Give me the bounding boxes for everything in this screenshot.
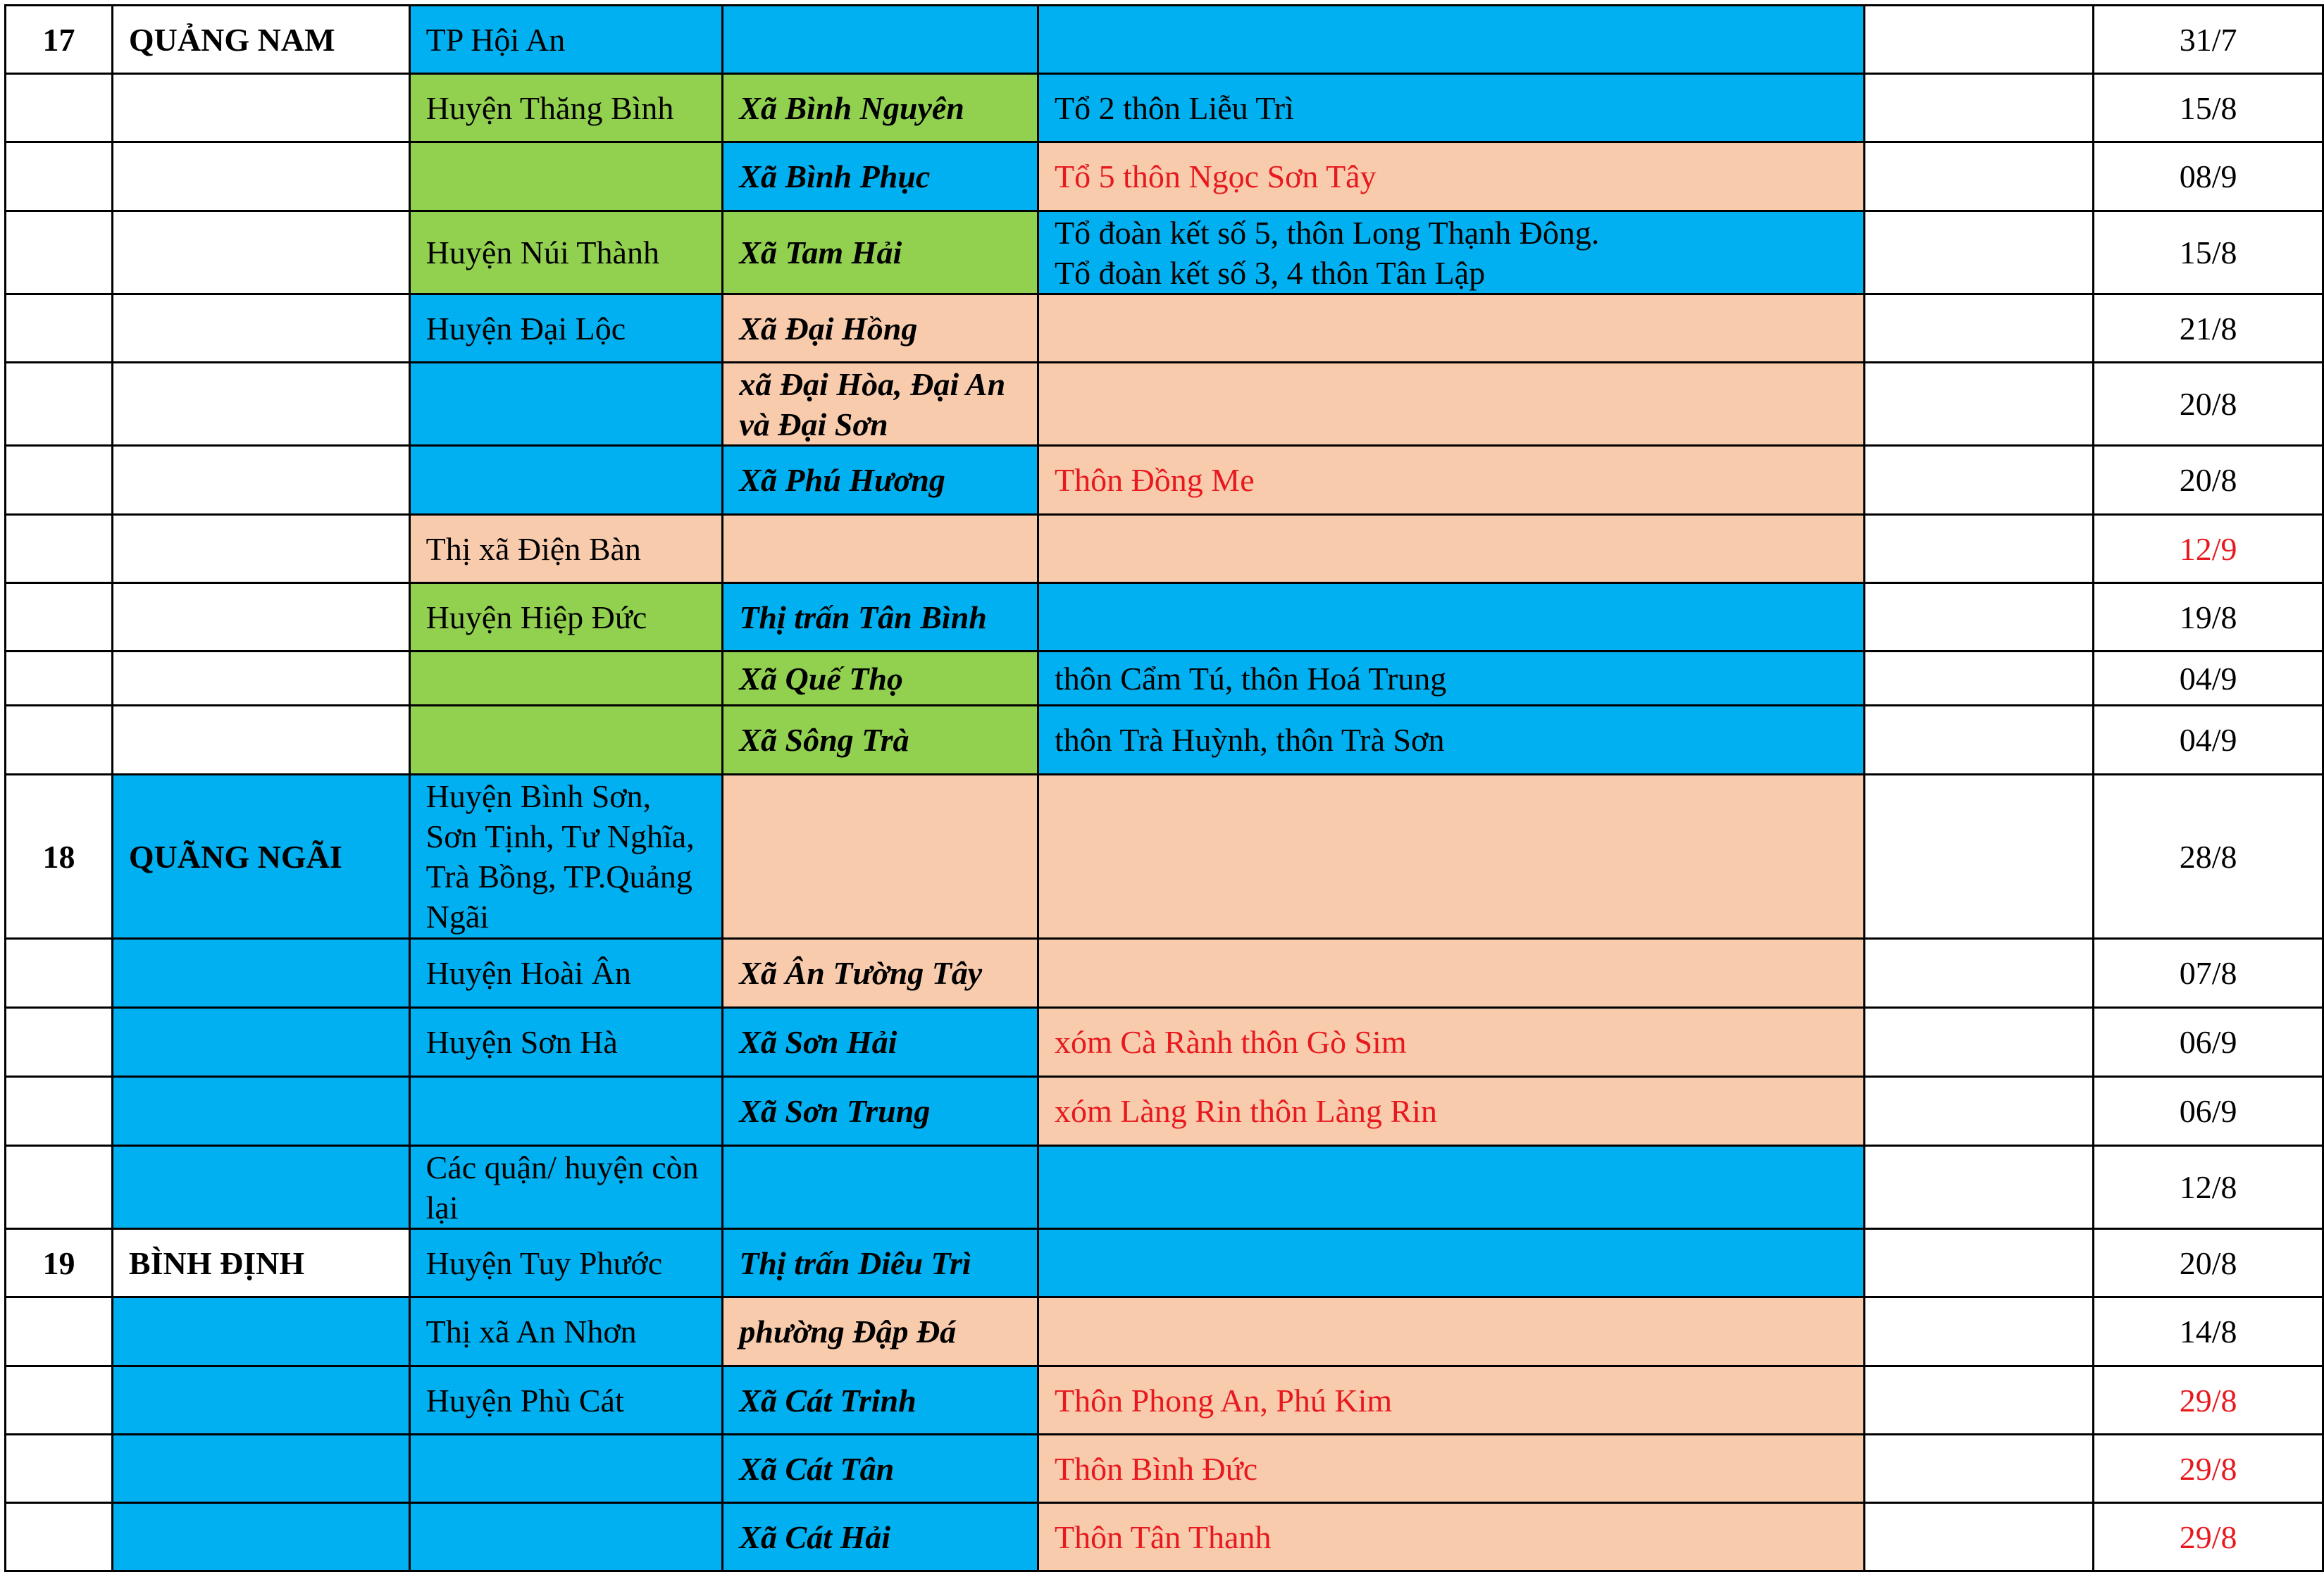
- blank-cell: [1864, 6, 2094, 74]
- area-cell: [1038, 583, 1864, 652]
- district-cell: TP Hội An: [409, 6, 723, 74]
- province-cell: [112, 652, 409, 706]
- row-number-cell: [6, 446, 113, 515]
- date-cell: 31/7: [2094, 6, 2323, 74]
- ward-cell: [723, 515, 1038, 583]
- blank-cell: [1864, 706, 2094, 775]
- date-cell: 29/8: [2094, 1366, 2323, 1435]
- province-cell: [112, 706, 409, 775]
- date-cell: 29/8: [2094, 1503, 2323, 1571]
- date-cell: 08/9: [2094, 142, 2323, 211]
- date-cell: 20/8: [2094, 446, 2323, 515]
- blank-cell: [1864, 1435, 2094, 1503]
- district-cell: Huyện Phù Cát: [409, 1366, 723, 1435]
- ward-cell: Xã Đại Hồng: [723, 294, 1038, 363]
- ward-cell: Thị trấn Diêu Trì: [723, 1229, 1038, 1297]
- area-cell: [1038, 1146, 1864, 1229]
- area-cell: thôn Trà Huỳnh, thôn Trà Sơn: [1038, 706, 1864, 775]
- table-row: [6, 1229, 2323, 1297]
- row-number-cell: 19: [6, 1229, 113, 1297]
- district-cell: Thị xã An Nhơn: [409, 1297, 723, 1366]
- area-cell: [1038, 6, 1864, 74]
- district-cell: [409, 1077, 723, 1146]
- district-cell: Huyện Tuy Phước: [409, 1229, 723, 1297]
- table-row: [6, 1503, 2323, 1571]
- blank-cell: [1864, 363, 2094, 446]
- area-cell: Thôn Phong An, Phú Kim: [1038, 1366, 1864, 1435]
- province-cell: [112, 363, 409, 446]
- row-number-cell: [6, 294, 113, 363]
- date-cell: 19/8: [2094, 583, 2323, 652]
- row-number-cell: [6, 515, 113, 583]
- table-row: [6, 1297, 2323, 1366]
- row-number-cell: 17: [6, 6, 113, 74]
- district-cell: Huyện Thăng Bình: [409, 74, 723, 142]
- ward-cell: Xã Cát Tân: [723, 1435, 1038, 1503]
- table-row: [6, 446, 2323, 515]
- ward-cell: [723, 775, 1038, 939]
- blank-cell: [1864, 583, 2094, 652]
- blank-cell: [1864, 294, 2094, 363]
- province-cell: [112, 74, 409, 142]
- province-cell: [112, 939, 409, 1008]
- province-cell: [112, 446, 409, 515]
- district-cell: [409, 706, 723, 775]
- row-number-cell: [6, 1008, 113, 1077]
- area-cell: [1038, 1229, 1864, 1297]
- area-cell: [1038, 939, 1864, 1008]
- row-number-cell: [6, 1146, 113, 1229]
- date-cell: 04/9: [2094, 652, 2323, 706]
- row-number-cell: [6, 706, 113, 775]
- province-cell: QUẢNG NAM: [112, 6, 409, 74]
- province-cell: [112, 583, 409, 652]
- row-number-cell: [6, 1297, 113, 1366]
- table-row: [6, 142, 2323, 211]
- province-cell: [112, 294, 409, 363]
- date-cell: 28/8: [2094, 775, 2323, 939]
- table-row: [6, 583, 2323, 652]
- area-cell: Tổ đoàn kết số 5, thôn Long Thạnh Đông. Tổ đoàn kết số 3, 4 thôn Tân Lập: [1038, 211, 1864, 294]
- district-cell: Huyện Sơn Hà: [409, 1008, 723, 1077]
- province-cell: [112, 1146, 409, 1229]
- province-cell: [112, 1297, 409, 1366]
- province-cell: QUÃNG NGÃI: [112, 775, 409, 939]
- district-cell: Thị xã Điện Bàn: [409, 515, 723, 583]
- province-cell: [112, 515, 409, 583]
- table-row: [6, 1008, 2323, 1077]
- blank-cell: [1864, 775, 2094, 939]
- row-number-cell: [6, 1435, 113, 1503]
- row-number-cell: [6, 939, 113, 1008]
- area-cell: Tổ 2 thôn Liễu Trì: [1038, 74, 1864, 142]
- table-row: [6, 363, 2323, 446]
- table-row: [6, 706, 2323, 775]
- district-cell: [409, 363, 723, 446]
- table-row: [6, 652, 2323, 706]
- row-number-cell: [6, 142, 113, 211]
- blank-cell: [1864, 1146, 2094, 1229]
- district-cell: Các quận/ huyện còn lại: [409, 1146, 723, 1229]
- province-cell: [112, 1366, 409, 1435]
- district-cell: [409, 1503, 723, 1571]
- row-number-cell: [6, 74, 113, 142]
- area-cell: Thôn Tân Thanh: [1038, 1503, 1864, 1571]
- ward-cell: Xã Tam Hải: [723, 211, 1038, 294]
- province-cell: [112, 211, 409, 294]
- table-row: [6, 775, 2323, 939]
- row-number-cell: [6, 363, 113, 446]
- district-cell: [409, 1435, 723, 1503]
- date-cell: 14/8: [2094, 1297, 2323, 1366]
- row-number-cell: [6, 1366, 113, 1435]
- row-number-cell: [6, 1077, 113, 1146]
- area-cell: thôn Cẩm Tú, thôn Hoá Trung: [1038, 652, 1864, 706]
- row-number-cell: [6, 583, 113, 652]
- ward-cell: Xã Phú Hương: [723, 446, 1038, 515]
- table-body: [6, 6, 2323, 1571]
- area-cell: [1038, 515, 1864, 583]
- table-row: [6, 74, 2323, 142]
- row-number-cell: [6, 211, 113, 294]
- date-cell: 06/9: [2094, 1077, 2323, 1146]
- ward-cell: Xã Ân Tường Tây: [723, 939, 1038, 1008]
- area-cell: [1038, 363, 1864, 446]
- ward-cell: Xã Bình Phục: [723, 142, 1038, 211]
- blank-cell: [1864, 142, 2094, 211]
- outbreak-areas-table: [4, 4, 2324, 1572]
- date-cell: 29/8: [2094, 1435, 2323, 1503]
- area-cell: Thôn Đồng Me: [1038, 446, 1864, 515]
- area-cell: [1038, 775, 1864, 939]
- blank-cell: [1864, 211, 2094, 294]
- blank-cell: [1864, 74, 2094, 142]
- province-cell: [112, 1503, 409, 1571]
- ward-cell: [723, 6, 1038, 74]
- blank-cell: [1864, 652, 2094, 706]
- district-cell: [409, 142, 723, 211]
- area-cell: Tổ 5 thôn Ngọc Sơn Tây: [1038, 142, 1864, 211]
- ward-cell: Xã Sơn Hải: [723, 1008, 1038, 1077]
- ward-cell: Thị trấn Tân Bình: [723, 583, 1038, 652]
- ward-cell: Xã Quế Thọ: [723, 652, 1038, 706]
- date-cell: 12/9: [2094, 515, 2323, 583]
- province-cell: [112, 142, 409, 211]
- ward-cell: Xã Sơn Trung: [723, 1077, 1038, 1146]
- district-cell: [409, 652, 723, 706]
- date-cell: 07/8: [2094, 939, 2323, 1008]
- ward-cell: Xã Sông Trà: [723, 706, 1038, 775]
- blank-cell: [1864, 1366, 2094, 1435]
- date-cell: 06/9: [2094, 1008, 2323, 1077]
- row-number-cell: [6, 652, 113, 706]
- province-cell: [112, 1435, 409, 1503]
- blank-cell: [1864, 1077, 2094, 1146]
- province-cell: [112, 1077, 409, 1146]
- blank-cell: [1864, 446, 2094, 515]
- blank-cell: [1864, 1008, 2094, 1077]
- area-cell: xóm Làng Rin thôn Làng Rin: [1038, 1077, 1864, 1146]
- district-cell: Huyện Hiệp Đức: [409, 583, 723, 652]
- date-cell: 15/8: [2094, 211, 2323, 294]
- row-number-cell: [6, 1503, 113, 1571]
- table-row: [6, 1146, 2323, 1229]
- blank-cell: [1864, 1297, 2094, 1366]
- ward-cell: phường Đập Đá: [723, 1297, 1038, 1366]
- date-cell: 21/8: [2094, 294, 2323, 363]
- ward-cell: Xã Cát Trinh: [723, 1366, 1038, 1435]
- district-cell: Huyện Núi Thành: [409, 211, 723, 294]
- table-row: [6, 515, 2323, 583]
- area-cell: Thôn Bình Đức: [1038, 1435, 1864, 1503]
- table-row: [6, 1077, 2323, 1146]
- row-number-cell: 18: [6, 775, 113, 939]
- blank-cell: [1864, 939, 2094, 1008]
- district-cell: Huyện Bình Sơn, Sơn Tịnh, Tư Nghĩa, Trà Bồng, TP.Quảng Ngãi: [409, 775, 723, 939]
- date-cell: 15/8: [2094, 74, 2323, 142]
- date-cell: 12/8: [2094, 1146, 2323, 1229]
- area-cell: [1038, 294, 1864, 363]
- table-row: [6, 6, 2323, 74]
- area-cell: xóm Cà Rành thôn Gò Sim: [1038, 1008, 1864, 1077]
- table-row: [6, 939, 2323, 1008]
- table-row: [6, 1435, 2323, 1503]
- district-cell: Huyện Hoài Ân: [409, 939, 723, 1008]
- blank-cell: [1864, 1503, 2094, 1571]
- date-cell: 20/8: [2094, 363, 2323, 446]
- table-row: [6, 294, 2323, 363]
- date-cell: 04/9: [2094, 706, 2323, 775]
- blank-cell: [1864, 515, 2094, 583]
- ward-cell: xã Đại Hòa, Đại An và Đại Sơn: [723, 363, 1038, 446]
- ward-cell: Xã Bình Nguyên: [723, 74, 1038, 142]
- district-cell: [409, 446, 723, 515]
- table-row: [6, 211, 2323, 294]
- blank-cell: [1864, 1229, 2094, 1297]
- ward-cell: Xã Cát Hải: [723, 1503, 1038, 1571]
- ward-cell: [723, 1146, 1038, 1229]
- province-cell: [112, 1008, 409, 1077]
- table-row: [6, 1366, 2323, 1435]
- area-cell: [1038, 1297, 1864, 1366]
- province-cell: BÌNH ĐỊNH: [112, 1229, 409, 1297]
- date-cell: 20/8: [2094, 1229, 2323, 1297]
- district-cell: Huyện Đại Lộc: [409, 294, 723, 363]
